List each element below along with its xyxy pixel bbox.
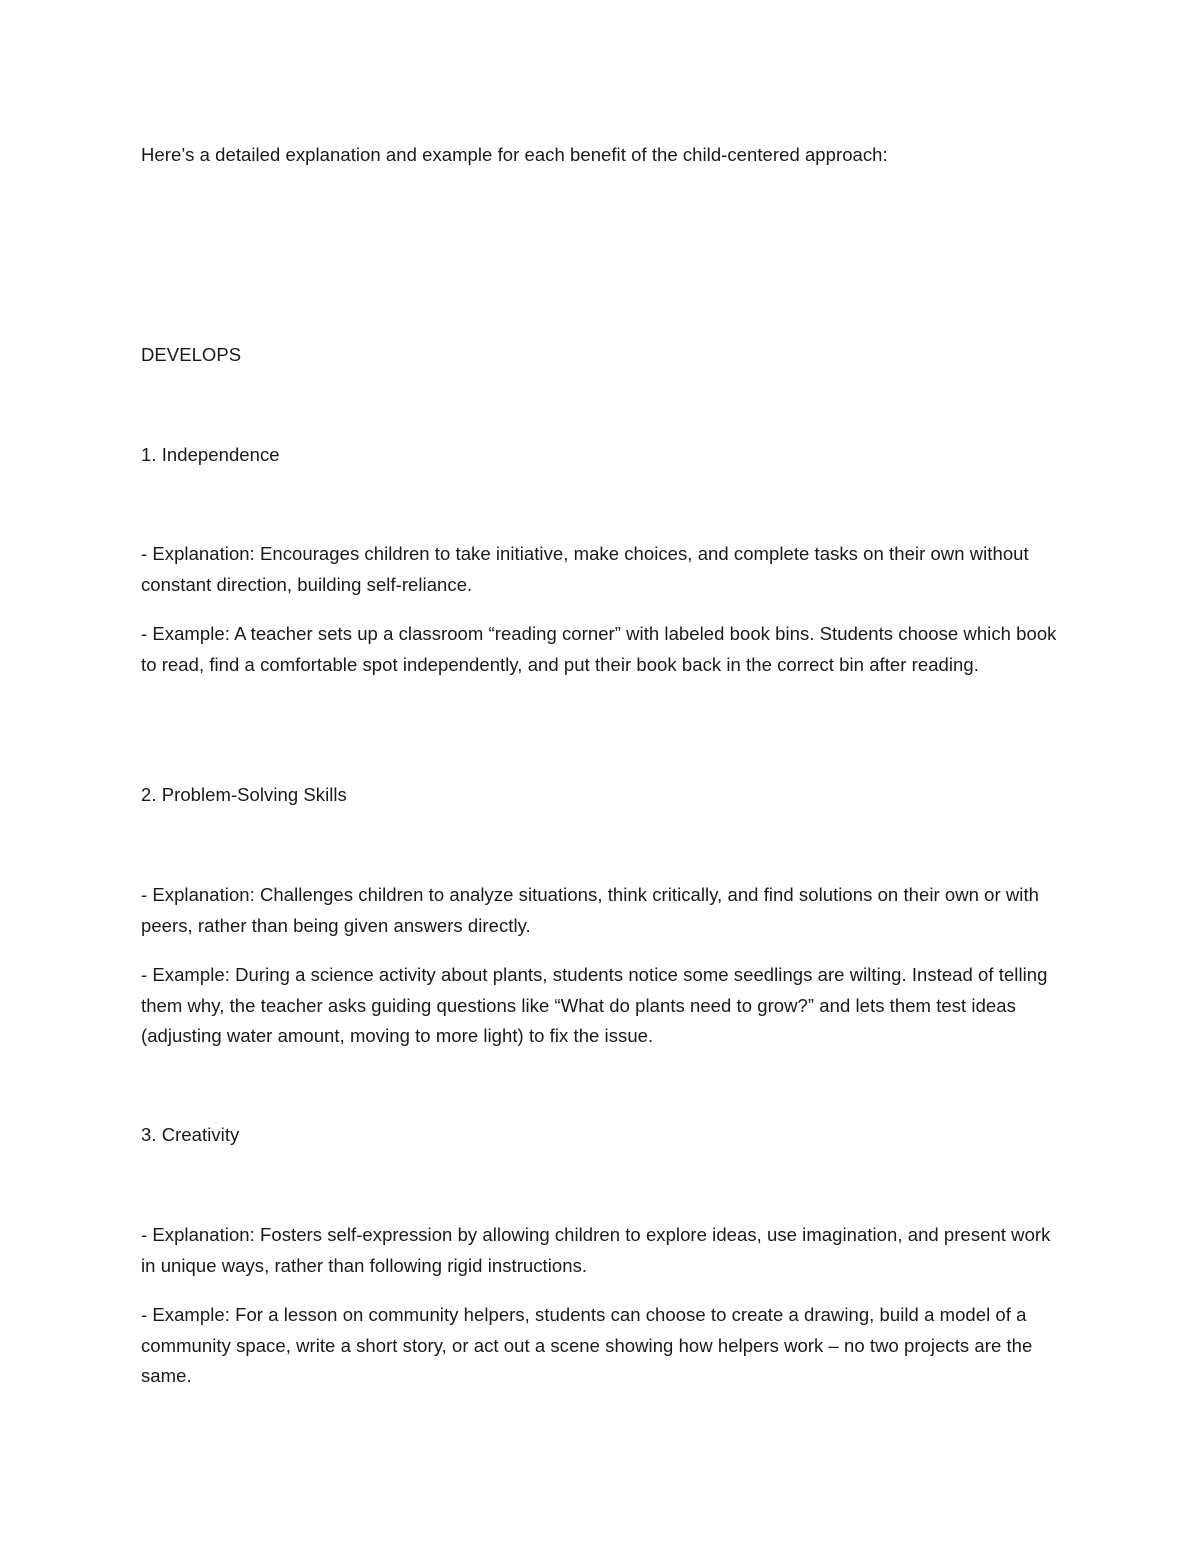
- item-heading-problem-solving: 2. Problem-Solving Skills: [141, 784, 347, 805]
- item-explanation-independence: - Explanation: Encourages children to take initiative, make choices, and complete tasks on their own without constant direction, building self-reliance.: [141, 543, 1029, 595]
- item-example-creativity: - Example: For a lesson on community helpers, students can choose to create a drawing, build a model of a community space, write a short story, or act out a scene showing how helpers work – no two projects are the same.: [141, 1304, 1033, 1386]
- item-heading-creativity: 3. Creativity: [141, 1124, 240, 1145]
- item-example-problem-solving: - Example: During a science activity about plants, students notice some seedlings are wilting. Instead of telling them why, the teacher asks guiding questions like “What do plants need to grow?” and lets them test ideas (adjusting water amount, moving to more light) to fix the issue.: [141, 964, 1048, 1046]
- item-heading-independence: 1. Independence: [141, 444, 280, 465]
- intro-text: Here’s a detailed explanation and example for each benefit of the child-centered approach:: [141, 144, 888, 165]
- section-heading: DEVELOPS: [141, 344, 242, 365]
- item-explanation-problem-solving: - Explanation: Challenges children to analyze situations, think critically, and find solutions on their own or with peers, rather than being given answers directly.: [141, 884, 1039, 936]
- item-explanation-creativity: - Explanation: Fosters self-expression by allowing children to explore ideas, use imagination, and present work in unique ways, rather than following rigid instructions.: [141, 1224, 1051, 1276]
- item-example-independence: - Example: A teacher sets up a classroom “reading corner” with labeled book bins. Students choose which book to read, find a comfortable spot independently, and put their book back in the correct bin after reading.: [141, 623, 1057, 675]
